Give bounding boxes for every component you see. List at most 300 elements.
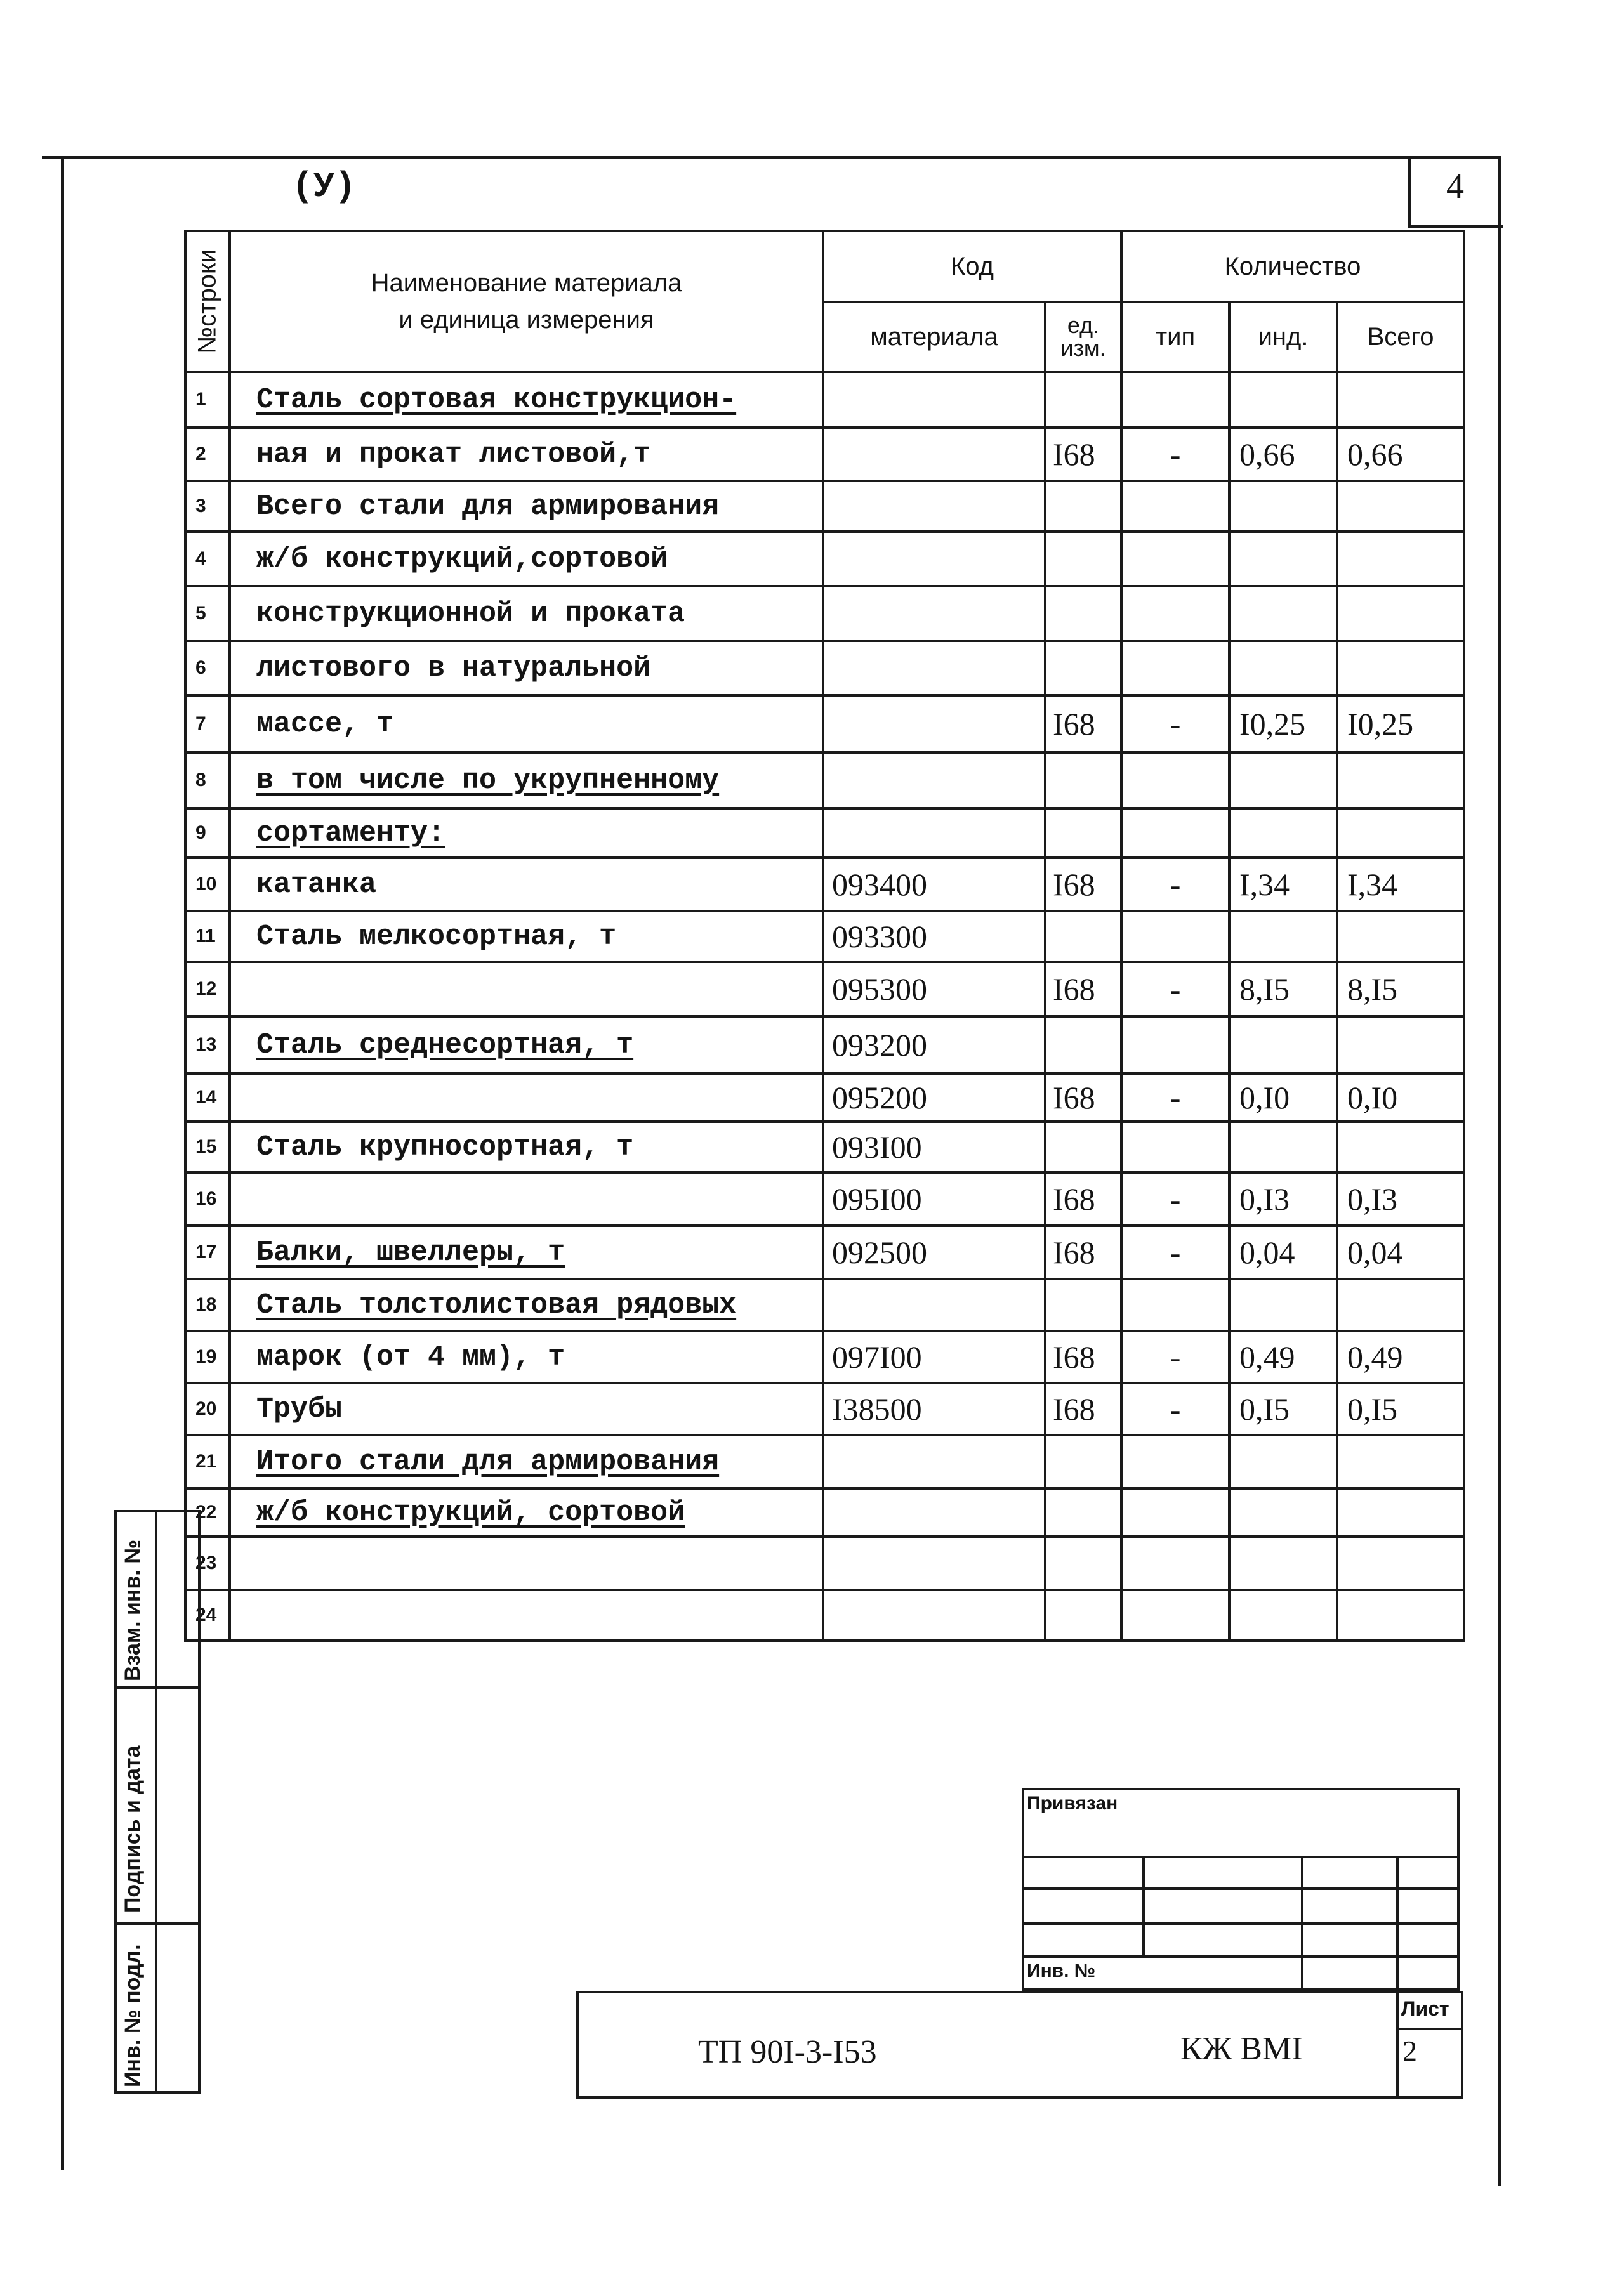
material-name-cell	[230, 1590, 823, 1641]
material-name-cell	[230, 1172, 823, 1226]
row-number-cell	[185, 808, 230, 858]
material-name: Всего стали для армирования	[256, 490, 720, 523]
total-value-cell	[1337, 1279, 1464, 1331]
material-name: конструкционной и проката	[256, 597, 685, 630]
row-number-cell	[185, 1016, 230, 1073]
total-value: 0,I5	[1347, 1391, 1398, 1427]
material-name-cell	[230, 1488, 823, 1537]
unit-code: I68	[1053, 1181, 1095, 1217]
total-value: I,34	[1347, 867, 1398, 902]
material-code-cell	[823, 1016, 1045, 1073]
type-value-cell	[1121, 1016, 1229, 1073]
material-name: ная и прокат листовой,т	[256, 438, 651, 471]
table-row	[185, 1226, 1464, 1279]
total-value-cell	[1337, 428, 1464, 481]
material-code-header: материала	[823, 302, 1045, 372]
binding-col-line	[1301, 1856, 1303, 1991]
ind-value-cell	[1229, 1016, 1337, 1073]
table-row	[185, 372, 1464, 428]
ind-value-cell	[1229, 532, 1337, 586]
unit-code-cell	[1045, 1435, 1121, 1488]
table-row	[185, 1590, 1464, 1641]
inv-no-label: Инв. №	[1027, 1960, 1096, 1981]
inv-original-label: Инв. № подл.	[121, 1944, 145, 2087]
type-value: -	[1170, 436, 1181, 472]
total-value: 0,04	[1347, 1235, 1403, 1270]
table-row	[185, 1122, 1464, 1172]
total-value-cell	[1337, 1016, 1464, 1073]
unit-code-cell	[1045, 1590, 1121, 1641]
material-code-cell	[823, 1073, 1045, 1122]
total-value: 0,I3	[1347, 1181, 1398, 1217]
unit-code: I68	[1053, 706, 1095, 742]
ind-value: 0,04	[1239, 1235, 1295, 1270]
material-name-cell	[230, 858, 823, 911]
material-code-cell	[823, 808, 1045, 858]
material-name: в том числе по укрупненному	[256, 764, 720, 797]
ind-value-cell	[1229, 1279, 1337, 1331]
material-code: 095200	[832, 1080, 927, 1115]
unit-code-cell	[1045, 962, 1121, 1016]
material-code: 093200	[832, 1027, 927, 1063]
ind-value-cell	[1229, 911, 1337, 962]
material-code-cell	[823, 962, 1045, 1016]
material-code-cell	[823, 1331, 1045, 1383]
material-name: Сталь среднесортная, т	[256, 1028, 634, 1061]
unit-code-cell	[1045, 1331, 1121, 1383]
material-name-cell	[230, 695, 823, 752]
material-name-cell	[230, 808, 823, 858]
ind-value: 8,I5	[1239, 971, 1290, 1007]
row-number-cell	[185, 1172, 230, 1226]
total-value: 8,I5	[1347, 971, 1398, 1007]
material-name: Сталь сортовая конструкцион-	[256, 383, 737, 416]
row-number: 4	[195, 548, 206, 569]
unit-code: I68	[1053, 867, 1095, 902]
row-number-cell	[185, 1435, 230, 1488]
material-name-cell	[230, 1073, 823, 1122]
unit-code-cell	[1045, 641, 1121, 695]
ind-value: I0,25	[1239, 706, 1306, 742]
row-number: 7	[195, 713, 206, 734]
material-name: сортаменту:	[256, 817, 445, 850]
unit-code-cell	[1045, 911, 1121, 962]
material-name-cell	[230, 1016, 823, 1073]
material-code-cell	[823, 911, 1045, 962]
row-number: 20	[195, 1398, 217, 1419]
type-value-cell	[1121, 752, 1229, 808]
ind-value-cell	[1229, 1122, 1337, 1172]
binding-col-line	[1142, 1856, 1145, 1957]
quantity-header: Количество	[1121, 231, 1464, 302]
material-code-cell	[823, 1172, 1045, 1226]
unit-code-cell	[1045, 858, 1121, 911]
total-value-cell	[1337, 1488, 1464, 1537]
row-number-cell	[185, 372, 230, 428]
material-name: марок (от 4 мм), т	[256, 1341, 565, 1374]
row-number: 22	[195, 1502, 217, 1523]
document-mark: КЖ ВМI	[1180, 2031, 1303, 2067]
row-number-cell	[185, 641, 230, 695]
type-value: -	[1170, 867, 1181, 902]
unit-code-cell	[1045, 1383, 1121, 1435]
table-row	[185, 481, 1464, 532]
ind-value: 0,66	[1239, 436, 1295, 472]
material-name-cell	[230, 1226, 823, 1279]
material-code-cell	[823, 532, 1045, 586]
ind-value-cell	[1229, 1383, 1337, 1435]
unit-code-cell	[1045, 586, 1121, 641]
type-value-cell	[1121, 1383, 1229, 1435]
ind-value-cell	[1229, 695, 1337, 752]
ind-value-cell	[1229, 372, 1337, 428]
type-value-cell	[1121, 1172, 1229, 1226]
table-row	[185, 695, 1464, 752]
material-spec-table	[184, 230, 1465, 1642]
row-number-cell	[185, 911, 230, 962]
material-code: 092500	[832, 1235, 927, 1270]
material-name: массе, т	[256, 707, 394, 740]
material-code-cell	[823, 641, 1045, 695]
type-value-cell	[1121, 695, 1229, 752]
replaced-inv-label: Взам. инв. №	[121, 1539, 145, 1681]
row-number-cell	[185, 1073, 230, 1122]
material-code-cell	[823, 1383, 1045, 1435]
type-value: -	[1170, 971, 1181, 1007]
type-value-cell	[1121, 481, 1229, 532]
row-number-cell	[185, 481, 230, 532]
material-name-cell	[230, 532, 823, 586]
row-number: 11	[195, 926, 216, 947]
row-number-cell	[185, 858, 230, 911]
row-number: 14	[195, 1087, 217, 1108]
type-value: -	[1170, 706, 1181, 742]
table-row	[185, 1279, 1464, 1331]
row-number: 9	[195, 822, 206, 843]
unit-code-cell	[1045, 372, 1121, 428]
total-value-cell	[1337, 1331, 1464, 1383]
row-number: 12	[195, 978, 217, 999]
ind-value: 0,I0	[1239, 1080, 1290, 1115]
total-value-cell	[1337, 1383, 1464, 1435]
material-code-cell	[823, 752, 1045, 808]
total-value-cell	[1337, 1172, 1464, 1226]
binding-row-line	[1022, 1856, 1460, 1858]
ind-header: инд.	[1229, 302, 1337, 372]
row-number-cell	[185, 1122, 230, 1172]
material-code-cell	[823, 428, 1045, 481]
material-code: I38500	[832, 1391, 922, 1427]
unit-code-cell	[1045, 428, 1121, 481]
material-name-cell	[230, 428, 823, 481]
material-name-cell	[230, 1279, 823, 1331]
total-value: 0,66	[1347, 436, 1403, 472]
total-value-cell	[1337, 1537, 1464, 1590]
table-row	[185, 1537, 1464, 1590]
unit-code-cell	[1045, 695, 1121, 752]
binding-row-line	[1022, 1955, 1460, 1958]
row-number: 24	[195, 1604, 217, 1625]
unit-header: ед. изм.	[1045, 302, 1121, 372]
type-value: -	[1170, 1080, 1181, 1115]
unit-code-cell	[1045, 1279, 1121, 1331]
total-value-cell	[1337, 1226, 1464, 1279]
ind-value-cell	[1229, 1537, 1337, 1590]
type-value-cell	[1121, 1488, 1229, 1537]
material-name-cell	[230, 1331, 823, 1383]
row-number-cell	[185, 428, 230, 481]
table-row	[185, 1488, 1464, 1537]
unit-code-cell	[1045, 1122, 1121, 1172]
table-row	[185, 808, 1464, 858]
ind-value-cell	[1229, 752, 1337, 808]
material-name: Трубы	[256, 1393, 343, 1426]
unit-code-cell	[1045, 752, 1121, 808]
material-code: 093400	[832, 867, 927, 902]
type-value-cell	[1121, 1122, 1229, 1172]
type-value-cell	[1121, 372, 1229, 428]
unit-code-cell	[1045, 1226, 1121, 1279]
material-name: Итого стали для армирования	[256, 1445, 720, 1478]
total-value-cell	[1337, 1590, 1464, 1641]
material-code-cell	[823, 1226, 1045, 1279]
material-code-cell	[823, 1488, 1045, 1537]
table-row	[185, 586, 1464, 641]
ind-value-cell	[1229, 808, 1337, 858]
type-value-cell	[1121, 641, 1229, 695]
page-number: 4	[1446, 167, 1464, 206]
material-name-cell	[230, 586, 823, 641]
unit-code-cell	[1045, 1172, 1121, 1226]
sheet-box-divider	[1396, 2028, 1463, 2030]
row-number: 21	[195, 1451, 217, 1472]
total-value-cell	[1337, 1435, 1464, 1488]
material-code: 093300	[832, 919, 927, 954]
type-value-cell	[1121, 1226, 1229, 1279]
total-value-cell	[1337, 532, 1464, 586]
material-code-cell	[823, 695, 1045, 752]
binding-col-line	[1396, 1856, 1399, 1991]
unit-code: I68	[1053, 1339, 1095, 1375]
material-code-cell	[823, 586, 1045, 641]
material-name: листового в натуральной	[256, 652, 651, 685]
material-code-cell	[823, 372, 1045, 428]
type-value: -	[1170, 1391, 1181, 1427]
row-number: 17	[195, 1242, 217, 1263]
material-code-cell	[823, 1122, 1045, 1172]
ind-value-cell	[1229, 1073, 1337, 1122]
type-value-cell	[1121, 858, 1229, 911]
total-value-cell	[1337, 586, 1464, 641]
material-name: ж/б конструкций,сортовой	[256, 542, 668, 575]
material-code: 095300	[832, 971, 927, 1007]
ind-value-cell	[1229, 1590, 1337, 1641]
type-value: -	[1170, 1235, 1181, 1270]
material-name: Сталь крупносортная, т	[256, 1131, 634, 1164]
type-value-cell	[1121, 911, 1229, 962]
type-value-cell	[1121, 1279, 1229, 1331]
material-name-cell	[230, 372, 823, 428]
ind-value-cell	[1229, 1435, 1337, 1488]
total-value-cell	[1337, 858, 1464, 911]
type-value: -	[1170, 1181, 1181, 1217]
table-row	[185, 1435, 1464, 1488]
material-name-cell	[230, 481, 823, 532]
total-value: 0,I0	[1347, 1080, 1398, 1115]
unit-code-cell	[1045, 1537, 1121, 1590]
row-number-cell	[185, 1331, 230, 1383]
material-name: ж/б конструкций, сортовой	[256, 1496, 685, 1529]
table-row	[185, 858, 1464, 911]
row-number: 10	[195, 874, 217, 895]
type-value-cell	[1121, 586, 1229, 641]
row-number: 8	[195, 770, 206, 790]
row-number-cell	[185, 532, 230, 586]
table-row	[185, 1073, 1464, 1122]
material-name-cell	[230, 962, 823, 1016]
ind-value: 0,49	[1239, 1339, 1295, 1375]
unit-code-cell	[1045, 808, 1121, 858]
ind-value-cell	[1229, 1331, 1337, 1383]
binding-row-line	[1022, 1922, 1460, 1925]
material-code: 097I00	[832, 1339, 922, 1375]
type-value-cell	[1121, 962, 1229, 1016]
row-number-cell	[185, 1383, 230, 1435]
unit-code-cell	[1045, 532, 1121, 586]
ind-value-cell	[1229, 586, 1337, 641]
row-number: 1	[195, 389, 206, 410]
type-value-cell	[1121, 1537, 1229, 1590]
sheet-label: Лист	[1401, 1997, 1449, 2020]
table-row	[185, 1383, 1464, 1435]
row-number-cell	[185, 1279, 230, 1331]
type-value-cell	[1121, 808, 1229, 858]
linked-label: Привязан	[1027, 1793, 1118, 1814]
total-value-cell	[1337, 641, 1464, 695]
table-row	[185, 1016, 1464, 1073]
row-number: 5	[195, 603, 206, 624]
row-number: 6	[195, 657, 206, 678]
unit-code: I68	[1053, 1080, 1095, 1115]
ind-value: 0,I3	[1239, 1181, 1290, 1217]
row-number: 23	[195, 1552, 217, 1573]
row-number-header: №строки	[185, 231, 230, 372]
material-name-cell	[230, 1383, 823, 1435]
table-row	[185, 532, 1464, 586]
total-header: Всего	[1337, 302, 1464, 372]
material-name-cell	[230, 752, 823, 808]
material-code-cell	[823, 1537, 1045, 1590]
type-value-cell	[1121, 1331, 1229, 1383]
type-value-cell	[1121, 532, 1229, 586]
page-left-border	[61, 159, 64, 2170]
row-number: 2	[195, 443, 206, 464]
material-code: 095I00	[832, 1181, 922, 1217]
total-value-cell	[1337, 695, 1464, 752]
variant-label: (У)	[292, 166, 356, 207]
ind-value: 0,I5	[1239, 1391, 1290, 1427]
type-value-cell	[1121, 428, 1229, 481]
table-row	[185, 752, 1464, 808]
material-name: Сталь мелкосортная, т	[256, 920, 617, 953]
material-code-cell	[823, 858, 1045, 911]
material-name: Балки, швеллеры, т	[256, 1236, 565, 1269]
row-number-cell	[185, 962, 230, 1016]
ind-value: I,34	[1239, 867, 1290, 902]
unit-code-cell	[1045, 1016, 1121, 1073]
table-row	[185, 911, 1464, 962]
table-row	[185, 641, 1464, 695]
signature-date-label: Подпись и дата	[121, 1745, 145, 1913]
row-number: 15	[195, 1136, 217, 1157]
total-value-cell	[1337, 481, 1464, 532]
total-value-cell	[1337, 372, 1464, 428]
document-code: ТП 90I-3-I53	[698, 2034, 877, 2070]
unit-code: I68	[1053, 971, 1095, 1007]
material-name: катанка	[256, 868, 377, 901]
total-value-cell	[1337, 962, 1464, 1016]
unit-code-cell	[1045, 1073, 1121, 1122]
material-name-cell	[230, 1435, 823, 1488]
row-number: 3	[195, 495, 206, 516]
row-number: 13	[195, 1034, 217, 1055]
table-row	[185, 962, 1464, 1016]
margin-stamp-line	[114, 1686, 201, 1689]
total-value-cell	[1337, 1122, 1464, 1172]
margin-stamp-divider	[155, 1510, 157, 2094]
total-value-cell	[1337, 911, 1464, 962]
ind-value-cell	[1229, 1488, 1337, 1537]
binding-row-line	[1022, 1887, 1460, 1890]
table-row	[185, 1331, 1464, 1383]
ind-value-cell	[1229, 428, 1337, 481]
total-value: I0,25	[1347, 706, 1414, 742]
ind-value-cell	[1229, 858, 1337, 911]
row-number-cell	[185, 586, 230, 641]
table-row	[185, 1172, 1464, 1226]
total-value: 0,49	[1347, 1339, 1403, 1375]
ind-value-cell	[1229, 481, 1337, 532]
material-name-cell	[230, 641, 823, 695]
row-number-cell	[185, 695, 230, 752]
unit-code: I68	[1053, 436, 1095, 472]
ind-value-cell	[1229, 1226, 1337, 1279]
type-value-cell	[1121, 1435, 1229, 1488]
type-value: -	[1170, 1339, 1181, 1375]
row-number-cell	[185, 752, 230, 808]
ind-value-cell	[1229, 962, 1337, 1016]
type-header: тип	[1121, 302, 1229, 372]
table-row	[185, 428, 1464, 481]
row-number: 16	[195, 1188, 217, 1209]
material-name-cell	[230, 1122, 823, 1172]
material-code: 093I00	[832, 1129, 922, 1165]
unit-code: I68	[1053, 1391, 1095, 1427]
type-value-cell	[1121, 1590, 1229, 1641]
total-value-cell	[1337, 808, 1464, 858]
material-name-cell	[230, 911, 823, 962]
code-header: Код	[823, 231, 1121, 302]
material-code-cell	[823, 481, 1045, 532]
row-number-cell	[185, 1226, 230, 1279]
ind-value-cell	[1229, 641, 1337, 695]
material-name-cell	[230, 1537, 823, 1590]
unit-code-cell	[1045, 1488, 1121, 1537]
margin-stamp-line	[114, 1922, 201, 1925]
material-code-cell	[823, 1435, 1045, 1488]
row-number: 18	[195, 1294, 217, 1315]
total-value-cell	[1337, 1073, 1464, 1122]
